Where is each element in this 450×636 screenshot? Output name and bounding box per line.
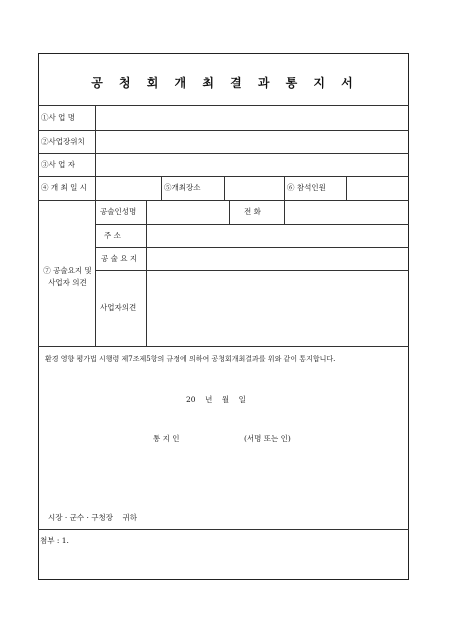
notice-date: 20 년 월 일 [186, 395, 246, 404]
divider [284, 176, 285, 200]
summary-field[interactable] [147, 248, 408, 269]
business-operator-field[interactable] [96, 154, 408, 175]
attachment-label: 첨부 : 1. [40, 536, 69, 545]
signature-label: (서명 또는 인) [244, 434, 291, 443]
divider [229, 200, 230, 224]
speaker-name-field[interactable] [147, 201, 228, 223]
business-location-field[interactable] [96, 131, 408, 152]
recipient-label: 시장 · 군수 · 구청장 귀하 [48, 513, 138, 522]
business-name-field[interactable] [96, 106, 408, 129]
date-field[interactable] [96, 177, 160, 199]
divider [161, 176, 162, 200]
divider [38, 529, 409, 530]
phone-field[interactable] [285, 201, 408, 223]
venue-label: ⑤개최장소 [164, 183, 201, 192]
attendees-label: ⑥ 참석인원 [287, 183, 326, 192]
business-location-label: ②사업장위치 [41, 137, 85, 146]
address-field[interactable] [147, 225, 408, 246]
speaker-name-label: 공술인성명 [100, 207, 137, 216]
address-label: 주 소 [104, 231, 121, 240]
notifier-label: 통 지 인 [153, 434, 180, 443]
venue-field[interactable] [225, 177, 283, 199]
phone-label: 전 화 [244, 207, 261, 216]
operator-opinion-label: 사업자의견 [100, 303, 137, 312]
notice-body: 환경 영향 평가법 시행령 제7조제5항의 규정에 의하여 공청회개최결과를 위와 같이 통지합니다. [45, 355, 336, 363]
summary-label: 공 술 요 지 [101, 254, 138, 263]
business-operator-label: ③사 업 자 [41, 160, 76, 169]
date-label: ④ 개 최 일 시 [41, 183, 88, 192]
form-title: 공 청 회 개 최 결 과 통 지 서 [91, 76, 359, 90]
business-name-label: ①사 업 명 [41, 113, 76, 122]
operator-opinion-field[interactable] [147, 271, 408, 345]
opinion-section-label: ⑦ 공술요지 및 사업자 의견 [43, 266, 92, 287]
attendees-field[interactable] [347, 177, 408, 199]
divider [38, 346, 409, 347]
